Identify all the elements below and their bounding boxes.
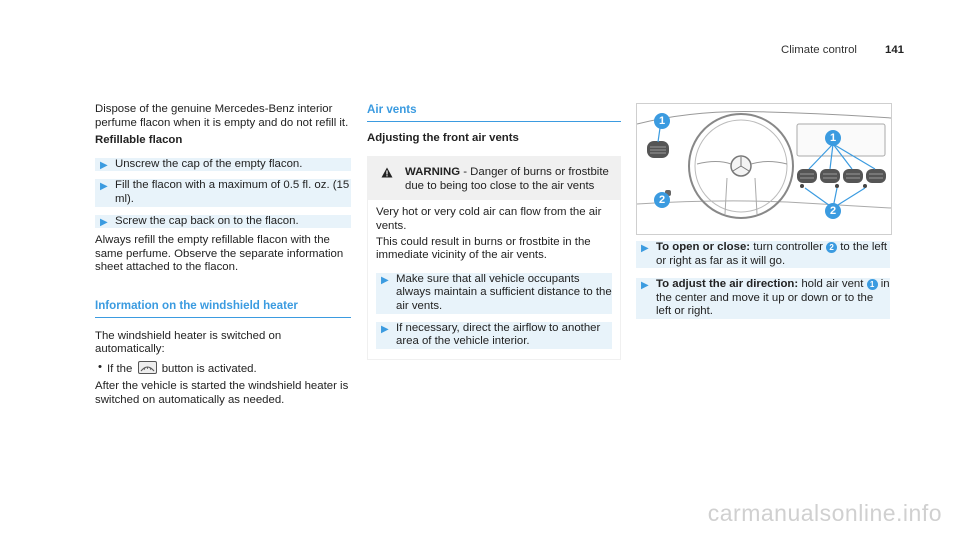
step-item [95,179,351,206]
step-arrow-icon: ▶ [641,280,649,292]
warning-triangle-icon [381,167,393,183]
step-arrow-icon: ▶ [641,243,649,254]
section-title-windshield: Information on the windshield heater [95,298,298,312]
step-arrow-icon: ▶ [381,323,389,335]
step-text: Screw the cap back on to the flacon. [115,214,299,227]
step-arrow-icon: ▶ [100,181,108,193]
callout-ref-2: 2 [826,242,837,253]
step-arrow-icon: ▶ [100,216,108,228]
step-text: in the center and move it up or down or to the left or right. [656,278,890,318]
step-arrow-icon: ▶ [100,159,108,171]
warning-label: WARNING [405,166,461,179]
windshield-heater-button-icon [138,361,157,374]
refillable-heading: Refillable flacon [95,134,183,147]
sub-heading: Adjusting the front air vents [367,131,519,144]
step-bold: To adjust the air direction: [656,278,799,291]
closing-paragraph: Always refill the empty refillable flacon with the same perfume. Observe the separate information sheet attached to the flacon. [95,234,344,274]
step-text: Make sure that all vehicle occupants always maintain a sufficient distance to the air vents. [396,272,612,312]
step-arrow-icon: ▶ [381,274,389,286]
callout-1-left: 1 [654,113,670,129]
warning-body-line: This could result in burns or frostbite in the immediate vicinity of the air vents. [376,235,591,262]
step-text: to the left or right as far as it will go. [656,241,888,267]
after-paragraph: After the vehicle is started the windshield heater is switched on automatically as needed. [95,380,349,406]
step-text: Unscrew the cap of the empty flacon. [115,157,303,170]
page-header-title: Climate control [781,44,857,56]
warning-summary: - Danger of burns or frostbite due to being too close to the air vents [405,166,609,192]
section-rule [367,121,621,122]
warning-body-line: Very hot or very cold air can flow from the air vents. [376,206,602,232]
step-item [376,322,612,349]
dashboard-illustration [637,104,891,234]
warning-header [375,166,613,193]
step-item [636,278,890,319]
bullet-text-suffix: button is activated. [161,362,257,375]
section-title-air-vents: Air vents [367,103,417,116]
step-item [95,158,351,172]
step-item [376,273,612,314]
bullet-text-prefix: If the [107,362,133,375]
warning-box [367,156,621,360]
step-item [95,215,351,229]
callout-ref-1: 1 [867,279,878,290]
column-right-steps [636,241,890,319]
callout-2-center: 2 [825,203,841,219]
step-text: If necessary, direct the airflow to another area of the vehicle interior. [396,321,601,348]
step-item [636,241,890,268]
bullet-item [95,361,351,377]
page-number: 141 [885,44,905,56]
column-left [95,103,351,408]
intro-paragraph: Dispose of the genuine Mercedes-Benz interior perfume flacon when it is empty and do not refill it. [95,103,349,129]
warning-body [367,199,621,359]
watermark: carmanualsonline.info [707,500,942,527]
callout-1-center: 1 [825,130,841,146]
air-vents-figure [636,103,892,235]
windshield-paragraph: The windshield heater is switched on automatically: [95,329,282,356]
step-bold: To open or close: [656,241,751,253]
column-middle [367,103,621,360]
step-text: hold air vent [798,278,867,291]
bullet-icon: • [98,360,102,373]
step-text: turn controller [750,241,827,253]
step-text: Fill the flacon with a maximum of 0.5 fl. oz. (15 ml). [115,179,350,205]
callout-2-left: 2 [654,192,670,208]
section-rule [95,317,351,318]
